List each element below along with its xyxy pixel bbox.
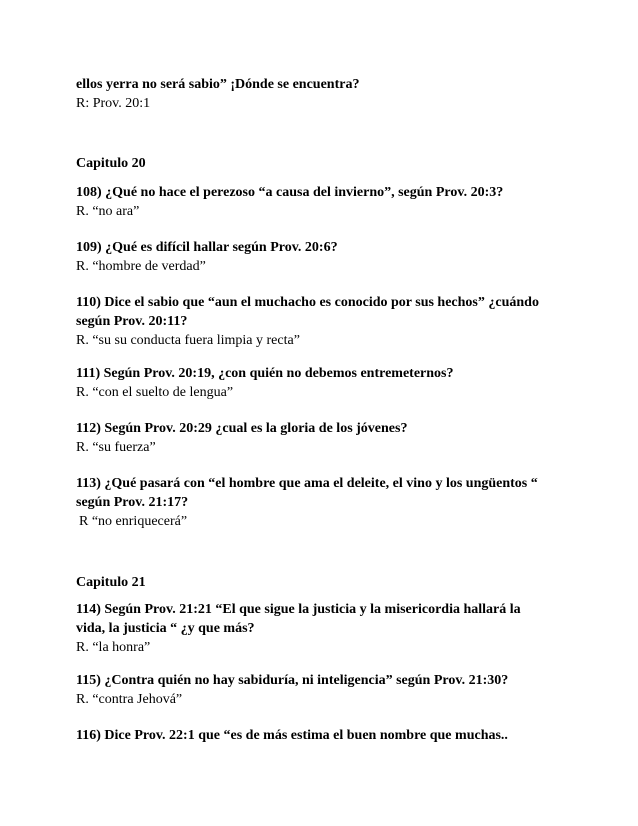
question-113 [76,474,576,531]
answer-text: R. “su su conducta fuera limpia y recta” [76,333,300,348]
question-text: según Prov. 21:17? [76,495,189,510]
question-text: 116) Dice Prov. 22:1 que “es de más estima el buen nombre que muchas.. [76,728,508,743]
answer-text: R. “su fuerza” [76,440,156,455]
chapter-heading [76,573,576,592]
question-116 [76,726,576,745]
answer-text: R. “la honra” [76,640,151,655]
question-text: 108) ¿Qué no hace el perezoso “a causa del invierno”, según Prov. 20:3? [76,185,504,200]
question-109 [76,238,576,276]
chapter-21-heading: Capitulo 21 [76,575,146,590]
question-112 [76,419,576,457]
answer-text: R. “con el suelto de lengua” [76,385,234,400]
question-text: 109) ¿Qué es difícil hallar según Prov. 20:6? [76,240,338,255]
question-110 [76,293,576,350]
question-text: 111) Según Prov. 20:19, ¿con quién no debemos entremeternos? [76,366,454,381]
question-text: 115) ¿Contra quién no hay sabiduría, ni inteligencia” según Prov. 21:30? [76,673,509,688]
chapter-heading [76,154,576,173]
question-108 [76,183,576,221]
question-114 [76,600,576,657]
question-115 [76,671,576,709]
question-text: ellos yerra no será sabio” ¡Dónde se encuentra? [76,77,360,92]
question-111 [76,364,576,402]
question-text: 110) Dice el sabio que “aun el muchacho es conocido por sus hechos” ¿cuándo [76,295,539,310]
question-text: según Prov. 20:11? [76,314,188,329]
chapter-20-heading: Capitulo 20 [76,156,146,171]
question-text: 114) Según Prov. 21:21 “El que sigue la justicia y la misericordia hallará la [76,602,521,617]
question-text: 113) ¿Qué pasará con “el hombre que ama el deleite, el vino y los ungüentos “ [76,476,538,491]
answer-text: R. “no ara” [76,204,140,219]
question-text: 112) Según Prov. 20:29 ¿cual es la gloria de los jóvenes? [76,421,408,436]
intro-block [76,75,576,113]
answer-text: R. “contra Jehová” [76,692,183,707]
answer-text: R. “hombre de verdad” [76,259,206,274]
answer-text: R “no enriquecerá” [79,514,188,529]
question-text: vida, la justicia “ ¿y que más? [76,621,255,636]
answer-text: R: Prov. 20:1 [76,96,151,111]
